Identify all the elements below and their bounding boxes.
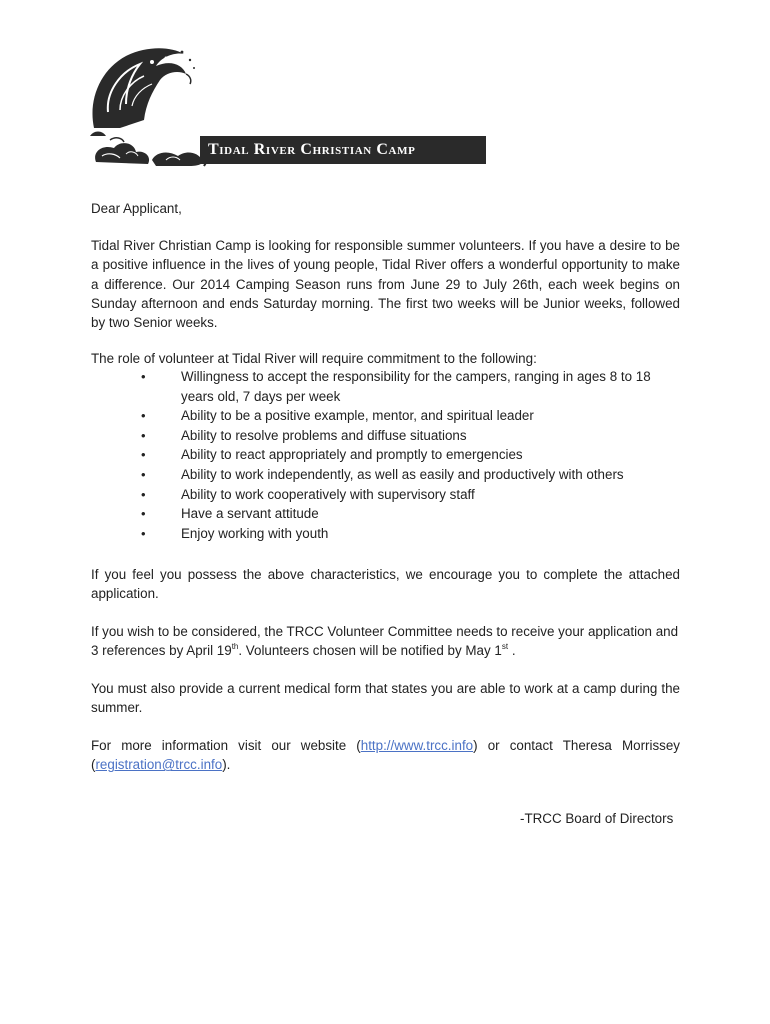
list-item: • Ability to resolve problems and diffuse situations xyxy=(91,426,651,446)
salutation: Dear Applicant, xyxy=(91,201,182,216)
bullet: • xyxy=(141,466,146,482)
list-item: • Have a servant attitude xyxy=(91,504,651,524)
bullet: • xyxy=(141,408,146,424)
bullet: • xyxy=(141,525,146,541)
website-link[interactable]: http://www.trcc.info xyxy=(360,738,474,753)
bullet: • xyxy=(141,369,146,384)
contact-paragraph: For more information visit our website (http://www.trcc.info) or contact Theresa Morrissey (registration@trcc.info). xyxy=(91,738,680,773)
intro-paragraph: Tidal River Christian Camp is looking for responsible summer volunteers. If you have a desire to be a positive influence in the lives of young people, Tidal River offers a wonderful opportunity to make a difference. Our 2014 Camping Season runs from June 29 to July 26th, each week begins on Sunday afternoon and ends Saturday morning. The first two weeks will be Junior weeks, followed by two Senior weeks. xyxy=(91,238,680,331)
list-item: • Ability to react appropriately and promptly to emergencies xyxy=(91,445,651,465)
list-item: • Ability to be a positive example, mentor, and spiritual leader xyxy=(91,406,651,426)
bullet: • xyxy=(141,506,146,522)
deadline-paragraph: If you wish to be considered, the TRCC Volunteer Committee needs to receive your application and 3 references by April 19th. Volunteers chosen will be notified by May 1st . xyxy=(91,624,679,659)
signature: -TRCC Board of Directors xyxy=(520,811,674,826)
bullet: • xyxy=(141,447,146,463)
requirements-list xyxy=(91,367,691,543)
list-item: • Ability to work independently, as well as easily and productively with others xyxy=(91,465,651,485)
bullet: • xyxy=(141,486,146,502)
camp-logo xyxy=(86,40,416,168)
list-item: • Willingness to accept the responsibility for the campers, ranging in ages 8 to 18 years old, 7 days per week xyxy=(141,369,651,404)
role-intro: The role of volunteer at Tidal River will require commitment to the following: xyxy=(91,351,537,366)
list-item: • Enjoy working with youth xyxy=(91,524,651,544)
encourage-paragraph: If you feel you possess the above characteristics, we encourage you to complete the attached application. xyxy=(91,567,680,602)
logo-title: Tidal River Christian Camp xyxy=(208,141,416,158)
email-link[interactable]: registration@trcc.info xyxy=(95,757,223,773)
list-item: • Ability to work cooperatively with supervisory staff xyxy=(91,485,651,505)
bullet: • xyxy=(141,427,146,443)
medical-paragraph: You must also provide a current medical form that states you are able to work at a camp during the summer. xyxy=(91,681,680,716)
